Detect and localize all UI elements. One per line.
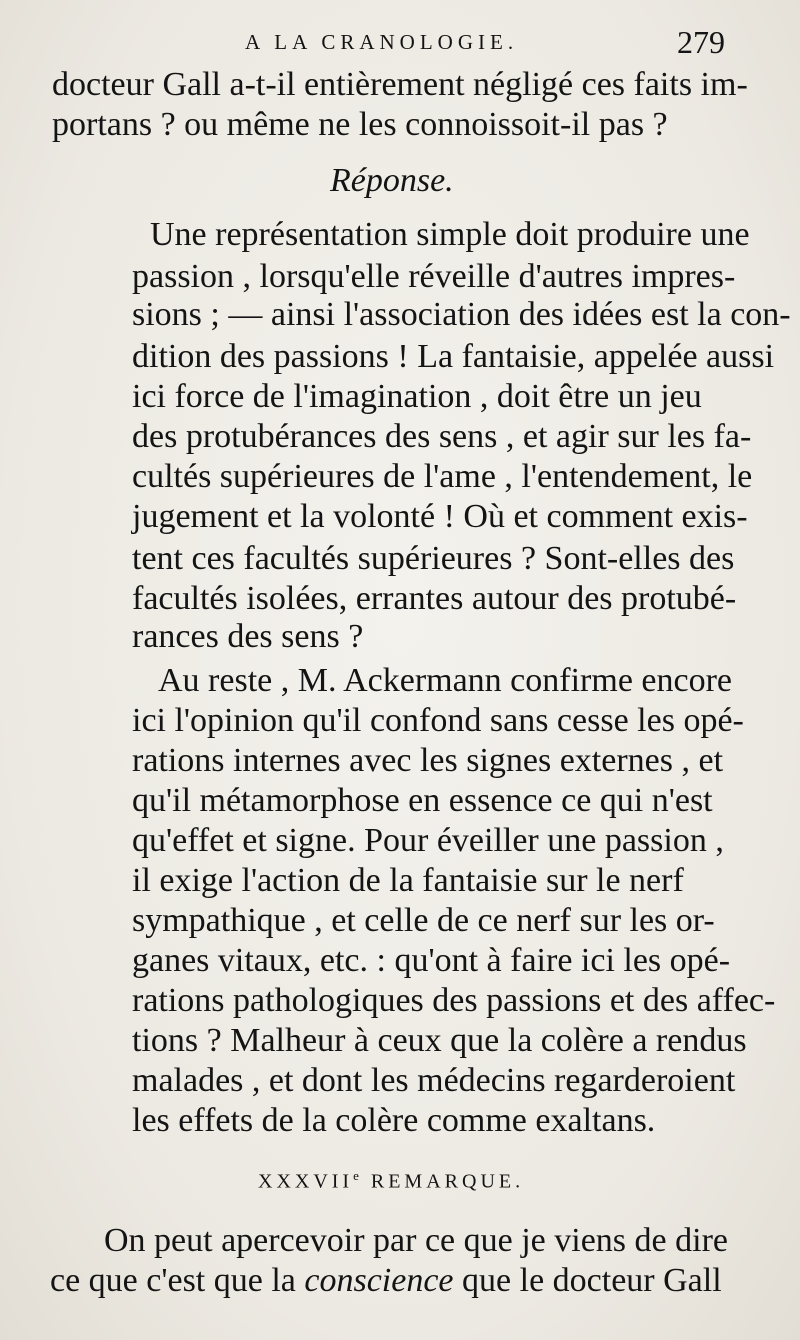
- text-line: qu'il métamorphose en essence ce qui n'est: [132, 782, 713, 819]
- text-span: ce que c'est que la: [50, 1262, 305, 1299]
- text-line: malades , et dont les médecins regarderoient: [132, 1062, 736, 1099]
- text-line: ici force de l'imagination , doit être un jeu: [132, 378, 702, 415]
- text-line: ganes vitaux, etc. : qu'ont à faire ici les opé-: [132, 942, 731, 979]
- text-line: docteur Gall a-t-il entièrement négligé ces faits im-: [52, 66, 748, 103]
- text-line: il exige l'action de la fantaisie sur le nerf: [132, 862, 684, 899]
- text-line: tent ces facultés supérieures ? Sont-elles des: [132, 540, 735, 577]
- text-line: Au reste , M. Ackermann confirme encore: [158, 662, 732, 699]
- text-line: facultés isolées, errantes autour des protubé-: [132, 580, 737, 617]
- text-span: que le docteur Gall: [453, 1262, 722, 1299]
- emphasized-word: conscience: [304, 1262, 454, 1299]
- running-head: A LA CRANOLOGIE.: [245, 30, 519, 54]
- text-line: sympathique , et celle de ce nerf sur les or-: [132, 902, 715, 939]
- section-superscript: e: [353, 1168, 359, 1183]
- text-line: des protubérances des sens , et agir sur les fa-: [132, 418, 752, 455]
- response-heading: Réponse.: [330, 162, 454, 199]
- text-line: cultés supérieures de l'ame , l'entendement, le: [132, 458, 753, 495]
- section-heading: [258, 1168, 524, 1194]
- text-line: rations internes avec les signes externes , et: [132, 742, 724, 779]
- text-line: passion , lorsqu'elle réveille d'autres impres-: [132, 258, 736, 295]
- text-line: sions ; — ainsi l'association des idées est la con-: [132, 296, 791, 333]
- text-line: qu'effet et signe. Pour éveiller une passion ,: [132, 822, 724, 859]
- section-numeral: XXXVII: [258, 1170, 354, 1193]
- section-word: REMARQUE.: [370, 1170, 525, 1193]
- text-line: [50, 1262, 722, 1300]
- page-number: 279: [677, 24, 725, 60]
- text-line: portans ? ou même ne les connoissoit-il pas ?: [52, 106, 668, 143]
- text-line: rations pathologiques des passions et des affec-: [132, 982, 776, 1019]
- text-line: les effets de la colère comme exaltans.: [132, 1102, 656, 1139]
- text-line: jugement et la volonté ! Où et comment exis-: [132, 498, 748, 535]
- text-line: On peut apercevoir par ce que je viens de dire: [104, 1222, 728, 1259]
- text-line: ici l'opinion qu'il confond sans cesse les opé-: [132, 702, 744, 739]
- text-line: Une représentation simple doit produire une: [150, 216, 750, 253]
- page-header: [60, 20, 750, 64]
- text-line: rances des sens ?: [132, 618, 364, 655]
- text-line: tions ? Malheur à ceux que la colère a rendus: [132, 1022, 747, 1059]
- text-line: dition des passions ! La fantaisie, appelée aussi: [132, 338, 775, 375]
